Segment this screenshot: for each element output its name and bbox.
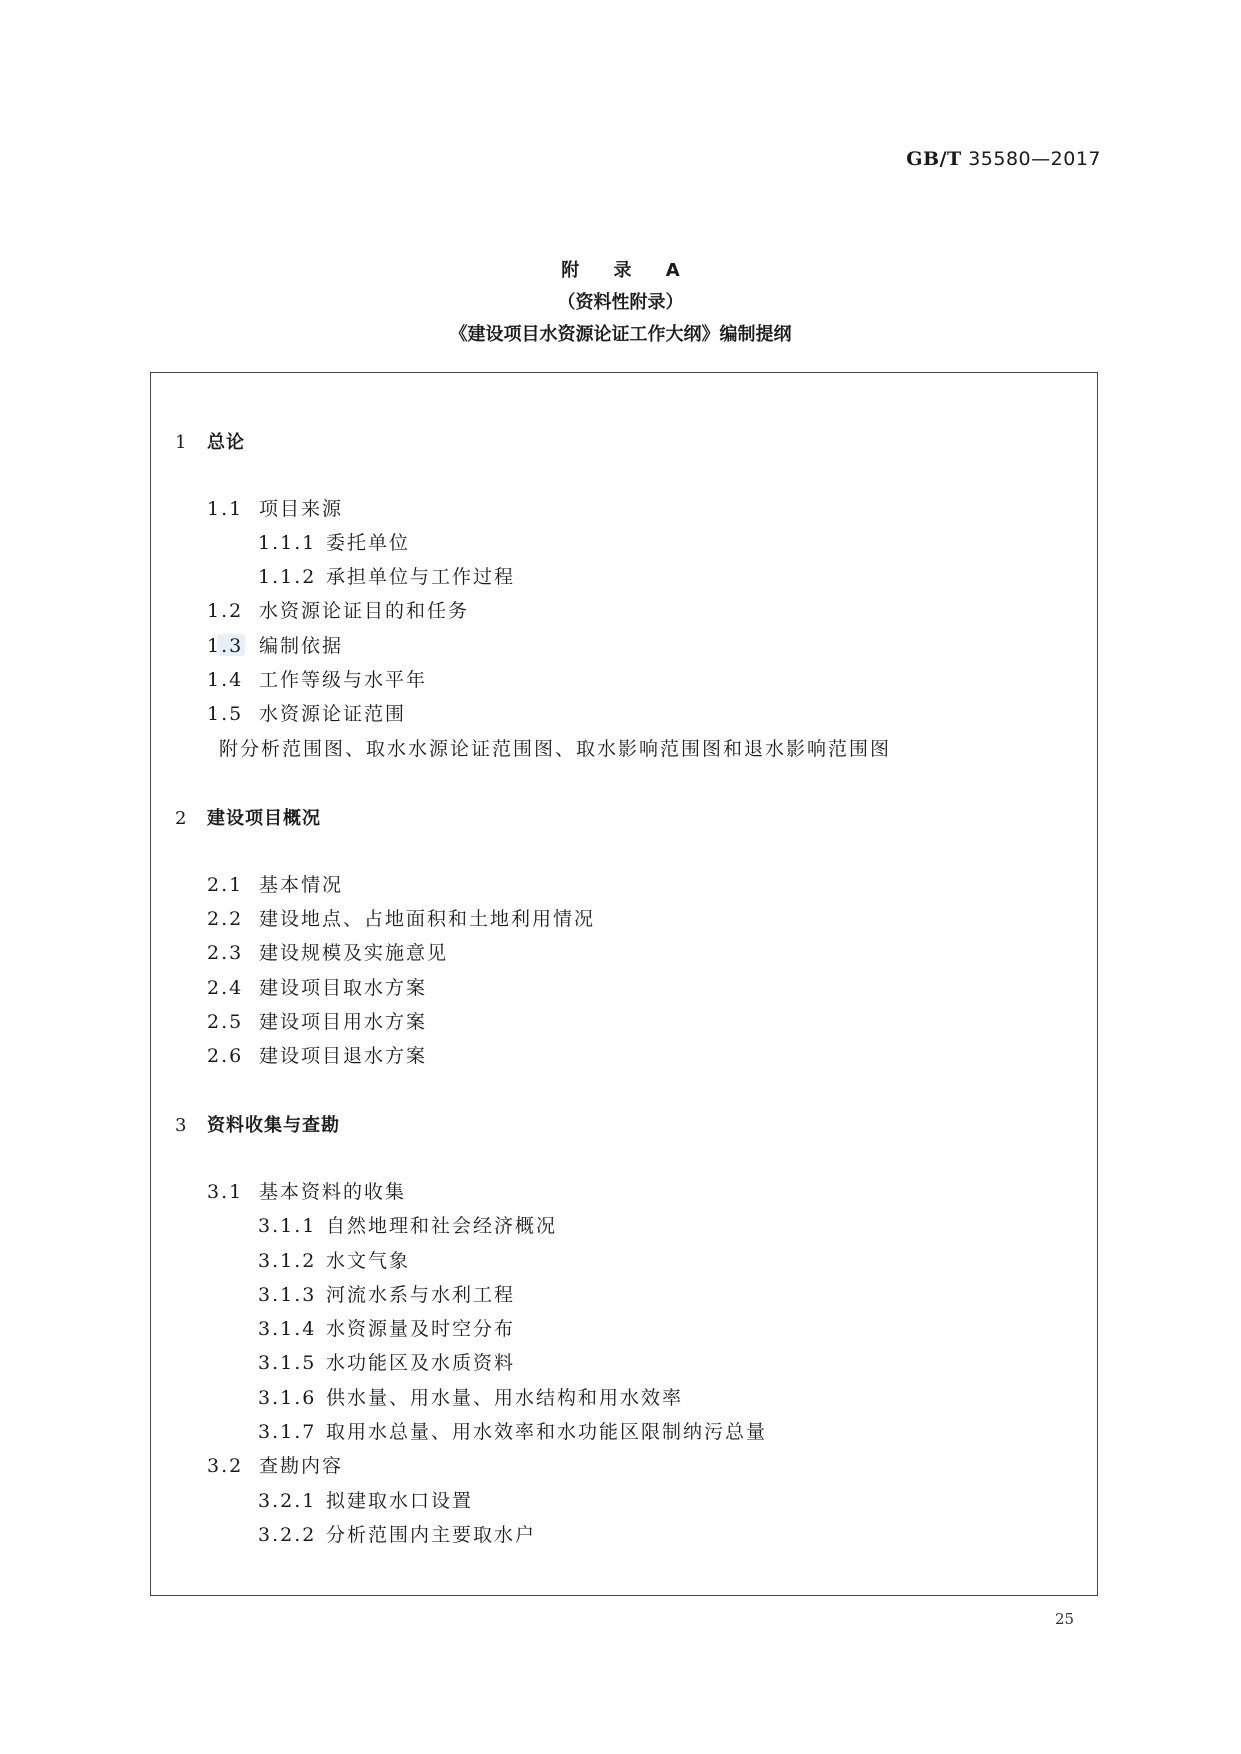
outline-subsection: 3.1.6 供水量、用水量、用水结构和用水效率	[258, 1387, 684, 1409]
outline-subsection: 1.1.2 承担单位与工作过程	[258, 566, 516, 588]
standard-number: 35580—2017	[968, 148, 1101, 170]
outline-subsection: 3.1.2 水文气象	[258, 1250, 411, 1272]
outline-section: 2.1 基本情况	[207, 874, 344, 896]
outline-subsection: 3.1.5 水功能区及水质资料	[258, 1352, 516, 1374]
outline-section: 2.6 建设项目退水方案	[207, 1045, 428, 1067]
page-number: 25	[1055, 1610, 1075, 1628]
outline-note: 附分析范围图、取水水源论证范围图、取水影响范围图和退水影响范围图	[219, 738, 892, 760]
appendix-title: 附 录 A	[561, 260, 694, 281]
outline-subsection: 3.1.7 取用水总量、用水效率和水功能区限制纳污总量	[258, 1421, 768, 1443]
outline-section: 1.3 编制依据	[207, 635, 344, 657]
outline-subsection: 3.2.1 拟建取水口设置	[258, 1490, 474, 1512]
outline-chapter: 3 资料收集与查勘	[175, 1115, 340, 1136]
outline-chapter: 2 建设项目概况	[175, 808, 321, 829]
outline-subsection: 3.1.3 河流水系与水利工程	[258, 1284, 516, 1306]
outline-section: 1.1 项目来源	[207, 498, 344, 520]
outline-section: 2.3 建设规模及实施意见	[207, 942, 449, 964]
outline-section: 1.4 工作等级与水平年	[207, 669, 428, 691]
appendix-subject: 《建设项目水资源论证工作大纲》编制提纲	[449, 324, 792, 345]
standard-code	[906, 148, 1101, 170]
outline-subsection: 3.2.2 分析范围内主要取水户	[258, 1524, 537, 1546]
outline-subsection: 3.1.4 水资源量及时空分布	[258, 1318, 516, 1340]
outline-section: 2.5 建设项目用水方案	[207, 1011, 428, 1033]
outline-section: 2.4 建设项目取水方案	[207, 977, 428, 999]
outline-section: 3.2 查勘内容	[207, 1455, 344, 1477]
appendix-type: （资料性附录）	[557, 292, 684, 313]
outline-section: 3.1 基本资料的收集	[207, 1181, 407, 1203]
outline-chapter: 1 总论	[175, 432, 245, 453]
outline-subsection: 1.1.1 委托单位	[258, 532, 411, 554]
outline-subsection: 3.1.1 自然地理和社会经济概况	[258, 1215, 558, 1237]
outline-section: 2.2 建设地点、占地面积和土地利用情况	[207, 908, 596, 930]
outline-section: 1.2 水资源论证目的和任务	[207, 600, 470, 622]
standard-org: GB/T	[906, 148, 962, 170]
outline-section: 1.5 水资源论证范围	[207, 703, 407, 725]
